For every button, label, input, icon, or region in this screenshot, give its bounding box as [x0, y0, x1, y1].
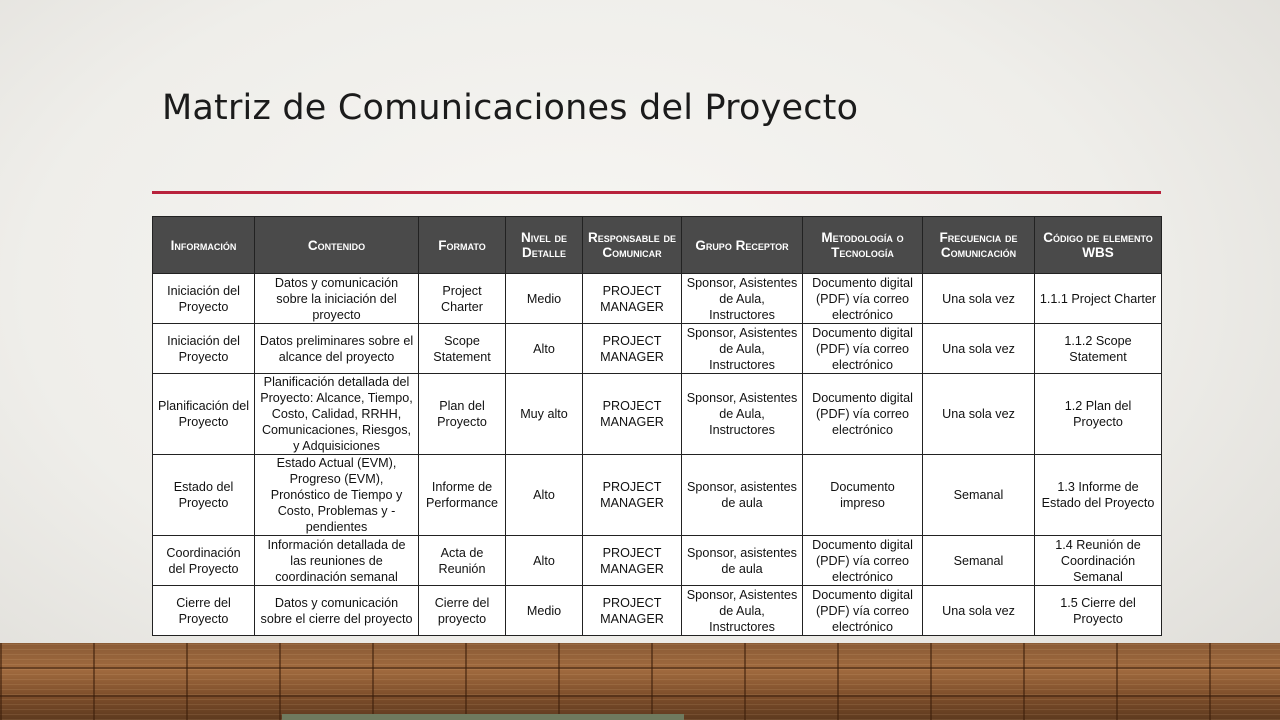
header-contenido: Contenido — [255, 217, 419, 274]
table-cell: PROJECT MANAGER — [583, 324, 682, 374]
table-cell: Cierre del proyecto — [419, 586, 506, 636]
table-cell: Una sola vez — [923, 324, 1035, 374]
table-cell: Alto — [506, 455, 583, 536]
table-cell: Scope Statement — [419, 324, 506, 374]
table-cell: 1.4 Reunión de Coordinación Semanal — [1035, 536, 1162, 586]
table-cell: PROJECT MANAGER — [583, 536, 682, 586]
table-cell: Estado Actual (EVM), Progreso (EVM), Pronóstico de Tiempo y Costo, Problemas y -pendientes — [255, 455, 419, 536]
table-cell: Muy alto — [506, 374, 583, 455]
header-frecuencia: Frecuencia de Comunicación — [923, 217, 1035, 274]
table-cell: Acta de Reunión — [419, 536, 506, 586]
table-cell: Una sola vez — [923, 274, 1035, 324]
header-informacion: Información — [153, 217, 255, 274]
table-cell: Medio — [506, 274, 583, 324]
table-cell: Sponsor, asistentes de aula — [682, 536, 803, 586]
table-cell: Estado del Proyecto — [153, 455, 255, 536]
table-row — [153, 374, 1162, 455]
header-nivel-detalle: Nivel de Detalle — [506, 217, 583, 274]
table-cell: Documento digital (PDF) vía correo electrónico — [803, 274, 923, 324]
table-cell: Semanal — [923, 536, 1035, 586]
table-cell: Alto — [506, 536, 583, 586]
table-cell: Informe de Performance — [419, 455, 506, 536]
table-cell: Sponsor, asistentes de aula — [682, 455, 803, 536]
table-row — [153, 536, 1162, 586]
table-cell: Sponsor, Asistentes de Aula, Instructores — [682, 586, 803, 636]
table-cell: Documento digital (PDF) vía correo electrónico — [803, 374, 923, 455]
table-cell: Documento digital (PDF) vía correo electrónico — [803, 536, 923, 586]
table-cell: Coordinación del Proyecto — [153, 536, 255, 586]
table-row — [153, 455, 1162, 536]
header-grupo-receptor: Grupo Receptor — [682, 217, 803, 274]
table-cell: Datos y comunicación sobre el cierre del proyecto — [255, 586, 419, 636]
header-responsable: Responsable de Comunicar — [583, 217, 682, 274]
table-cell: Alto — [506, 324, 583, 374]
decorative-bar — [282, 714, 684, 720]
table-cell: Medio — [506, 586, 583, 636]
header-formato: Formato — [419, 217, 506, 274]
table-cell: Sponsor, Asistentes de Aula, Instructores — [682, 374, 803, 455]
table-cell: Planificación detallada del Proyecto: Alcance, Tiempo, Costo, Calidad, RRHH, Comunicaciones, Riesgos, y Adquisiciones — [255, 374, 419, 455]
communications-matrix-table — [152, 216, 1162, 636]
table-header-row — [153, 217, 1162, 274]
table-cell: Datos preliminares sobre el alcance del proyecto — [255, 324, 419, 374]
table-cell: Documento digital (PDF) vía correo electrónico — [803, 586, 923, 636]
table-cell: 1.3 Informe de Estado del Proyecto — [1035, 455, 1162, 536]
table-cell: Documento impreso — [803, 455, 923, 536]
table-row — [153, 324, 1162, 374]
table-cell: Información detallada de las reuniones de coordinación semanal — [255, 536, 419, 586]
title-divider — [152, 191, 1161, 194]
header-metodologia: Metodología o Tecnología — [803, 217, 923, 274]
slide-title: Matriz de Comunicaciones del Proyecto — [162, 88, 859, 128]
table-cell: PROJECT MANAGER — [583, 274, 682, 324]
wooden-floor-background — [0, 643, 1280, 720]
table-cell: 1.1.2 Scope Statement — [1035, 324, 1162, 374]
table-cell: Una sola vez — [923, 374, 1035, 455]
table-cell: Semanal — [923, 455, 1035, 536]
table-cell: Iniciación del Proyecto — [153, 274, 255, 324]
table-cell: Datos y comunicación sobre la iniciación del proyecto — [255, 274, 419, 324]
table-cell: 1.1.1 Project Charter — [1035, 274, 1162, 324]
table-cell: Una sola vez — [923, 586, 1035, 636]
floor-seam — [0, 695, 1280, 697]
table-cell: Documento digital (PDF) vía correo electrónico — [803, 324, 923, 374]
table-cell: Cierre del Proyecto — [153, 586, 255, 636]
table-cell: Plan del Proyecto — [419, 374, 506, 455]
table-cell: Iniciación del Proyecto — [153, 324, 255, 374]
table-cell: Sponsor, Asistentes de Aula, Instructores — [682, 274, 803, 324]
table-cell: Project Charter — [419, 274, 506, 324]
floor-seam — [0, 667, 1280, 669]
table-cell: PROJECT MANAGER — [583, 374, 682, 455]
table-cell: 1.2 Plan del Proyecto — [1035, 374, 1162, 455]
table-cell: PROJECT MANAGER — [583, 586, 682, 636]
table-cell: Planificación del Proyecto — [153, 374, 255, 455]
table-cell: Sponsor, Asistentes de Aula, Instructores — [682, 324, 803, 374]
header-codigo-wbs: Código de elemento WBS — [1035, 217, 1162, 274]
table-cell: PROJECT MANAGER — [583, 455, 682, 536]
table-row — [153, 586, 1162, 636]
table-cell: 1.5 Cierre del Proyecto — [1035, 586, 1162, 636]
table-row — [153, 274, 1162, 324]
